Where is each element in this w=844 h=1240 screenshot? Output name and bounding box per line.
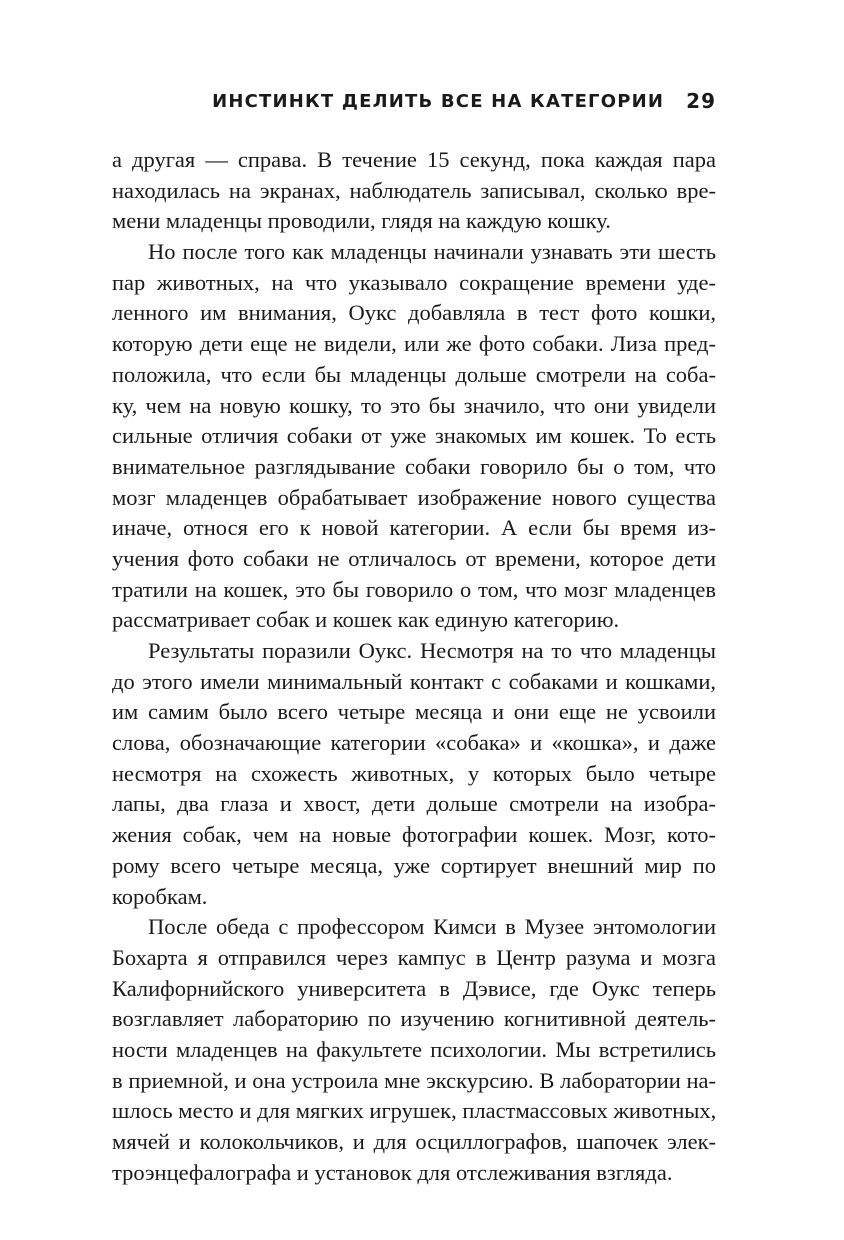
paragraph — [112, 145, 716, 237]
text-line: ку, чем на новую кошку, то это бы значило, что они увидели — [112, 392, 716, 418]
chapter-title: ИНСТИНКТ ДЕЛИТЬ ВСЕ НА КАТЕГОРИИ — [212, 90, 665, 112]
text-line: Но после того как младенцы начинали узнавать эти шесть — [148, 239, 716, 265]
text-line: рому всего четыре месяца, уже сортирует внешний мир по — [112, 852, 716, 878]
text-line: шлось место и для мягких игрушек, пластмассовых животных, — [112, 1098, 717, 1124]
text-line: ности младенцев на факультете психологии. Мы встретились — [112, 1036, 716, 1062]
text-line: в приемной, и она устроила мне экскурсию. В лаборатории на- — [112, 1067, 716, 1093]
text-line: слова, обозначающие категории «собака» и «кошка», и даже — [112, 730, 716, 756]
text-line: несмотря на схожесть животных, у которых было четыре — [112, 760, 716, 786]
text-line: лапы, два глаза и хвост, дети дольше смотрели на изобра- — [112, 791, 716, 817]
text-line: иначе, относя его к новой категории. А если бы время из- — [112, 515, 716, 541]
text-line: сильные отличия собаки от уже знакомых им кошек. То есть — [112, 423, 716, 449]
text-line: мени младенцы проводили, глядя на каждую кошку. — [112, 208, 611, 234]
text-line: которую дети еще не видели, или же фото собаки. Лиза пред- — [112, 331, 716, 357]
text-line: а другая — справа. В течение 15 секунд, пока каждая пара — [112, 147, 716, 172]
text-line: тратили на кошек, это бы говорило о том, что мозг младенцев — [112, 576, 716, 602]
text-line: ленного им внимания, Оукс добавляла в тест фото кошки, — [112, 300, 716, 326]
text-line: рассматривает собак и кошек как единую категорию. — [112, 607, 620, 633]
text-line: Результаты поразили Оукс. Несмотря на то что младенцы — [148, 638, 716, 663]
paragraph — [112, 237, 716, 636]
text-line: возглавляет лабораторию по изучению когнитивной деятель- — [112, 1006, 716, 1032]
body-text — [112, 145, 716, 1188]
paragraph — [112, 636, 716, 912]
text-line: После обеда с профессором Кимси в Музее энтомологии — [148, 914, 716, 940]
text-line: положила, что если бы младенцы дольше смотрели на соба- — [112, 361, 716, 387]
text-line: находилась на экранах, наблюдатель записывал, сколько вре- — [112, 177, 716, 203]
page-number: 29 — [686, 89, 716, 113]
text-line: мячей и колокольчиков, и для осциллографов, шапочек элек- — [112, 1129, 716, 1154]
running-head — [112, 86, 716, 116]
text-line: им самим было всего четыре месяца и они еще не усвоили — [112, 699, 716, 725]
text-line: до этого имели минимальный контакт с собаками и кошками, — [112, 668, 716, 694]
paragraph — [112, 912, 716, 1188]
text-line: внимательное разглядывание собаки говорило бы о том, что — [112, 453, 716, 479]
text-line: учения фото собаки не отличалось от времени, которое дети — [112, 545, 716, 571]
text-line: Бохарта я отправился через кампус в Центр разума и мозга — [112, 944, 716, 970]
text-line: троэнцефалографа и установок для отслеживания взгляда. — [112, 1159, 673, 1185]
text-line: жения собак, чем на новые фотографии кошек. Мозг, кото- — [112, 822, 716, 848]
text-line: мозг младенцев обрабатывает изображение нового существа — [112, 484, 716, 510]
text-line: Калифорнийского университета в Дэвисе, где Оукс теперь — [112, 975, 716, 1001]
text-line: коробкам. — [112, 883, 208, 909]
text-line: пар животных, на что указывало сокращение времени уде- — [112, 269, 716, 295]
